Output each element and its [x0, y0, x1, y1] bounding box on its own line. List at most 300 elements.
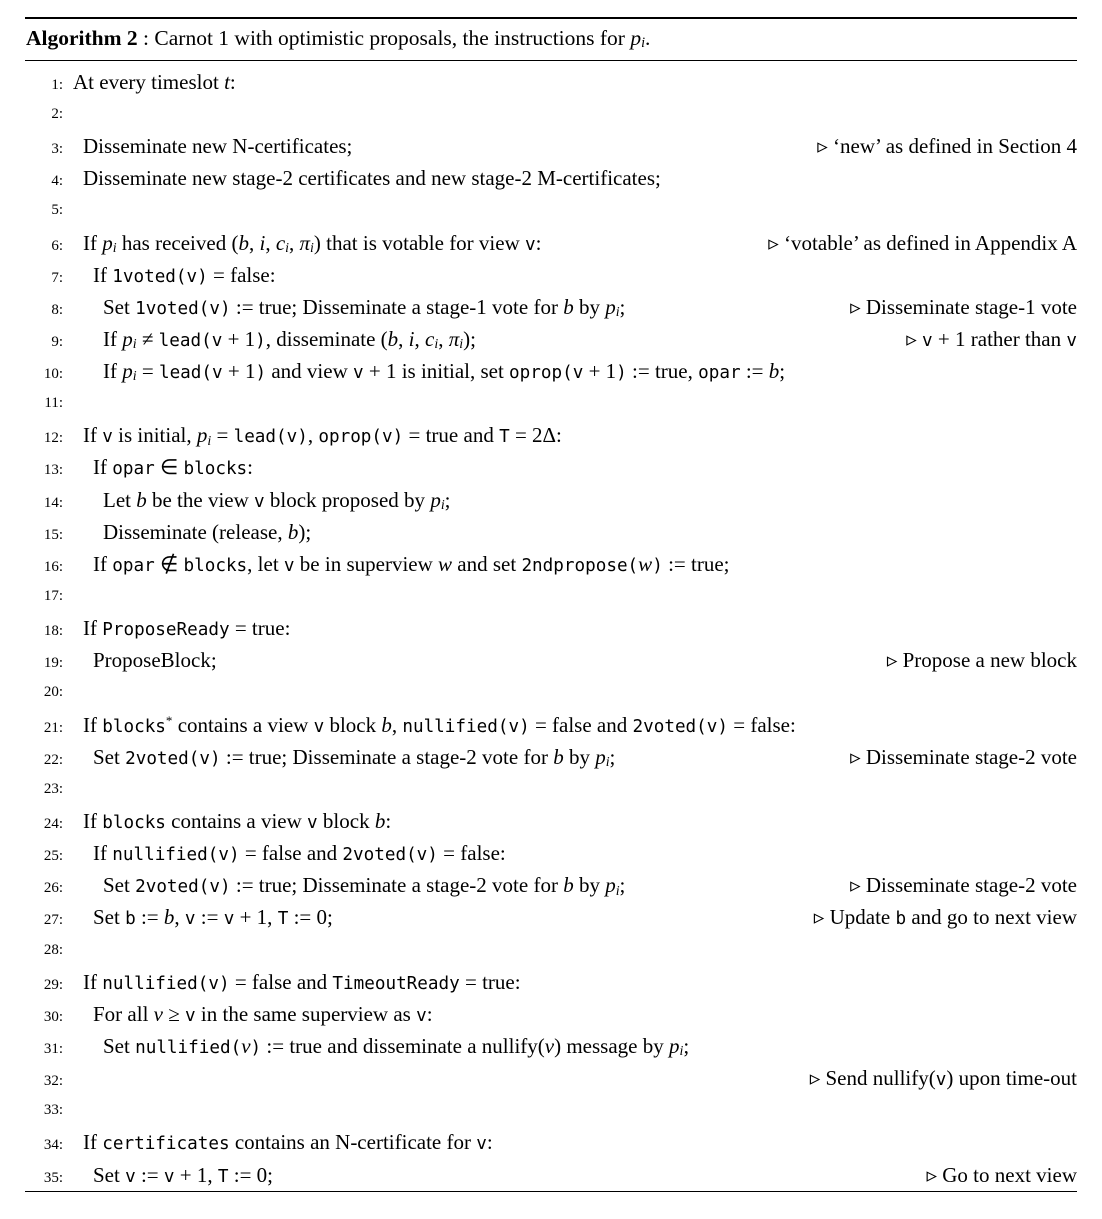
text-roman: If — [93, 455, 113, 480]
text-italic: p — [595, 744, 606, 769]
algorithm-line — [25, 1030, 1077, 1062]
text-roman: = true: — [459, 969, 521, 994]
text-roman: ; — [683, 1034, 690, 1059]
line-number: 13: — [43, 462, 63, 479]
text-monospace: v — [254, 491, 265, 512]
line-number: 27: — [43, 912, 63, 929]
text-monospace: 2voted(v) — [342, 845, 438, 866]
text-roman: + 1 is initial, set — [363, 359, 510, 384]
line-comment — [850, 291, 1077, 323]
text-monospace: nullified(v) — [402, 716, 530, 737]
text-monospace: 1voted(v) — [135, 298, 231, 319]
text-roman: If — [103, 326, 123, 351]
text-roman: At every timeslot — [73, 69, 225, 94]
text-monospace: v — [223, 909, 235, 930]
text-roman: = false and — [239, 841, 343, 866]
text-italic: i — [408, 326, 415, 351]
text-roman: ▹ Propose a new block — [886, 648, 1077, 673]
text-roman: ▹ Disseminate stage-1 vote — [850, 294, 1077, 319]
line-comment — [926, 1159, 1077, 1191]
line-number: 22: — [43, 751, 63, 768]
algorithm-line — [25, 451, 1077, 483]
text-roman: If — [83, 1130, 103, 1155]
text-roman: If — [83, 712, 103, 737]
line-number: 9: — [51, 333, 63, 350]
algorithm-line — [25, 580, 1077, 612]
text-roman: = true and — [403, 423, 500, 448]
line-code — [63, 1159, 273, 1193]
text-subscript: i — [285, 239, 289, 255]
text-roman: , — [414, 326, 426, 351]
line-code — [63, 998, 433, 1032]
text-roman: . — [645, 26, 651, 50]
algorithm-figure — [0, 17, 1102, 1192]
text-monospace: blocks — [102, 813, 166, 834]
line-code — [63, 1030, 689, 1065]
text-monospace: blocks — [183, 459, 248, 480]
text-monospace: ) — [255, 363, 267, 384]
text-italic: i — [259, 230, 266, 255]
text-monospace: ) — [652, 555, 663, 576]
text-roman: If — [83, 423, 103, 448]
line-number: 21: — [43, 719, 63, 736]
text-roman: ); — [298, 519, 312, 544]
line-code — [63, 548, 729, 582]
line-number: 24: — [43, 816, 63, 833]
line-code — [63, 451, 253, 485]
text-italic: π — [299, 230, 311, 255]
text-italic: b — [238, 230, 249, 255]
text-roman: : — [486, 1130, 493, 1155]
line-code — [63, 66, 236, 98]
text-roman: : — [247, 455, 254, 480]
text-roman: by — [573, 873, 606, 898]
text-roman: If — [93, 551, 113, 576]
text-italic: v — [544, 1034, 555, 1059]
text-italic: c — [275, 230, 286, 255]
text-roman: For all — [93, 1001, 154, 1026]
text-subscript: i — [679, 1043, 684, 1059]
text-roman: + 1 — [583, 359, 617, 384]
line-number: 15: — [43, 526, 63, 543]
text-roman: := — [740, 359, 769, 384]
algorithm-line — [25, 98, 1077, 130]
text-roman: ) message by — [554, 1034, 669, 1059]
line-comment — [906, 323, 1077, 357]
text-roman: If — [93, 841, 113, 866]
text-monospace: lead(v — [158, 363, 223, 384]
text-roman: := 0; — [288, 905, 333, 930]
algorithm-line — [25, 644, 1077, 676]
line-number: 19: — [43, 655, 63, 672]
text-roman: ; — [619, 873, 626, 898]
text-monospace: v — [476, 1134, 487, 1155]
text-roman: ∈ — [154, 455, 184, 480]
text-roman: Set — [103, 1034, 136, 1059]
text-roman: ; — [444, 487, 451, 512]
text-roman: ProposeBlock; — [93, 648, 217, 673]
text-monospace: v — [525, 234, 536, 255]
algorithm-line — [25, 419, 1077, 451]
text-roman: , — [398, 326, 409, 351]
text-subscript: i — [615, 304, 620, 320]
algorithm-line — [25, 934, 1077, 966]
text-monospace: ) — [250, 1038, 262, 1059]
text-subscript: i — [440, 496, 445, 512]
text-roman: , let — [247, 551, 284, 576]
text-roman: = 2Δ: — [509, 423, 562, 448]
algorithm-line — [25, 676, 1077, 708]
algorithm-line — [25, 1159, 1077, 1191]
text-roman: ; — [609, 744, 616, 769]
text-roman: Set — [93, 905, 126, 930]
text-monospace: oprop(v — [509, 363, 584, 384]
text-subscript: i — [641, 35, 646, 52]
text-monospace: lead(v) — [233, 427, 308, 448]
text-roman: is initial, — [112, 423, 197, 448]
text-monospace: v — [102, 427, 113, 448]
line-code — [63, 323, 476, 358]
text-roman: If — [93, 262, 113, 287]
line-code — [63, 741, 615, 776]
text-roman: be in superview — [294, 551, 439, 576]
text-roman: , disseminate ( — [265, 326, 388, 351]
line-number: 7: — [51, 269, 63, 286]
line-number: 1: — [51, 76, 63, 93]
text-roman: be the view — [146, 487, 255, 512]
text-roman: block — [317, 809, 375, 834]
text-roman: , — [438, 326, 449, 351]
text-monospace: ) — [255, 330, 266, 351]
text-roman: : Carnot 1 with optimistic proposals, the instructions for — [137, 26, 631, 50]
algorithm-line — [25, 1062, 1077, 1094]
text-roman: , — [248, 230, 260, 255]
text-monospace: b — [125, 909, 136, 930]
text-monospace: blocks — [183, 555, 248, 576]
text-roman: ▹ Send nullify( — [809, 1066, 936, 1091]
text-roman: ▹ ‘votable’ as defined in Appendix A — [768, 230, 1077, 255]
text-italic: b — [374, 809, 386, 834]
algorithm-caption — [25, 19, 1077, 60]
algorithm-line — [25, 837, 1077, 869]
line-comment — [768, 227, 1077, 259]
line-number: 23: — [43, 780, 63, 797]
text-roman: Set — [93, 744, 126, 769]
text-roman: and go to next view — [906, 905, 1077, 930]
text-roman: + 1, — [174, 1162, 218, 1187]
text-monospace: b — [895, 909, 907, 930]
line-comment — [817, 130, 1077, 162]
text-roman: by — [563, 744, 596, 769]
algorithm-line — [25, 259, 1077, 291]
text-roman: block — [324, 712, 382, 737]
line-code — [63, 227, 541, 262]
text-monospace: v — [416, 1005, 427, 1026]
text-subscript: i — [459, 336, 464, 352]
line-number: 34: — [43, 1137, 63, 1154]
line-number: 4: — [51, 173, 63, 190]
line-number: 10: — [43, 366, 63, 383]
line-number: 5: — [51, 202, 63, 219]
text-roman: , — [307, 423, 319, 448]
algorithm-line — [25, 709, 1077, 741]
text-roman: = false: — [207, 262, 276, 287]
text-monospace: v — [307, 813, 318, 834]
text-roman: ▹ — [906, 326, 923, 351]
text-roman: Set — [93, 1162, 126, 1187]
text-subscript: i — [132, 368, 137, 384]
text-monospace: v — [184, 909, 196, 930]
algorithm-line — [25, 387, 1077, 419]
text-roman: = true: — [229, 616, 291, 641]
algorithm-line — [25, 741, 1077, 773]
text-monospace: TimeoutReady — [332, 973, 460, 994]
algorithm-line — [25, 484, 1077, 516]
text-monospace: v — [163, 1166, 175, 1187]
algorithm-body — [25, 61, 1077, 1191]
text-roman: ▹ Disseminate stage-2 vote — [850, 873, 1077, 898]
text-italic: b — [163, 905, 175, 930]
line-number: 17: — [43, 588, 63, 605]
text-monospace: oprop(v) — [318, 427, 404, 448]
text-subscript: i — [605, 754, 610, 770]
text-monospace: ) — [616, 363, 627, 384]
text-roman: ) upon time-out — [946, 1066, 1077, 1091]
text-roman: := — [135, 905, 164, 930]
algorithm-line — [25, 1094, 1077, 1126]
line-comment — [887, 644, 1077, 676]
text-roman: block proposed by — [264, 487, 431, 512]
algorithm-line — [25, 612, 1077, 644]
text-italic: p — [430, 487, 441, 512]
text-roman: : — [535, 230, 542, 255]
line-number: 33: — [43, 1102, 63, 1119]
text-italic: b — [387, 326, 399, 351]
text-roman: , — [289, 230, 300, 255]
text-italic: π — [448, 326, 460, 351]
text-roman: ) that is votable for view — [313, 230, 525, 255]
line-number: 20: — [43, 684, 63, 701]
line-code — [63, 419, 562, 454]
line-code — [63, 516, 311, 548]
text-italic: b — [136, 487, 147, 512]
text-roman: , — [265, 230, 276, 255]
text-monospace: nullified(v) — [112, 845, 240, 866]
text-monospace: lead(v — [158, 330, 223, 351]
algorithm-line — [25, 901, 1077, 933]
line-number: 16: — [43, 558, 63, 575]
text-roman: ; — [619, 294, 626, 319]
text-roman: = — [211, 423, 234, 448]
text-monospace: T — [217, 1166, 229, 1187]
text-italic: w — [638, 551, 653, 576]
text-roman: Set — [103, 873, 136, 898]
text-monospace: 2ndpropose( — [521, 555, 639, 576]
line-comment — [850, 741, 1077, 773]
text-subscript: i — [615, 882, 620, 898]
line-code — [63, 291, 625, 326]
text-italic: c — [425, 326, 435, 351]
text-roman: contains a view — [172, 712, 314, 737]
text-monospace: v — [185, 1005, 196, 1026]
text-italic: b — [287, 519, 299, 544]
text-monospace: 2voted(v) — [135, 877, 231, 898]
algorithm-line — [25, 805, 1077, 837]
text-monospace: T — [277, 909, 289, 930]
text-roman: = false: — [437, 841, 506, 866]
algorithm-line — [25, 323, 1077, 355]
text-monospace: opar — [112, 459, 155, 480]
text-italic: p — [196, 423, 208, 448]
text-subscript: i — [112, 239, 117, 255]
text-monospace: 2voted(v) — [125, 748, 221, 769]
line-number: 3: — [51, 141, 63, 158]
line-code — [63, 1126, 493, 1160]
algorithm-line — [25, 966, 1077, 998]
text-roman: by — [573, 294, 606, 319]
text-roman: := — [135, 1162, 164, 1187]
text-roman: , — [391, 712, 403, 737]
line-code — [63, 805, 391, 839]
text-roman: If — [83, 616, 103, 641]
text-monospace: opar — [698, 363, 741, 384]
line-code — [63, 162, 661, 194]
text-monospace: v — [922, 330, 933, 351]
line-comment — [810, 1062, 1077, 1096]
line-number: 29: — [43, 976, 63, 993]
text-roman: := true, — [626, 359, 699, 384]
text-roman: := true; Disseminate a stage-2 vote for — [220, 744, 554, 769]
text-monospace: v — [283, 555, 295, 576]
text-subscript: i — [310, 239, 314, 255]
text-monospace: v — [313, 716, 325, 737]
text-roman: = false and — [229, 969, 333, 994]
line-number: 31: — [43, 1041, 63, 1058]
line-number: 28: — [43, 941, 63, 958]
text-italic: p — [122, 359, 133, 384]
text-bold: Algorithm 2 — [26, 26, 138, 50]
line-code — [63, 644, 217, 676]
line-code — [63, 901, 333, 935]
line-number: 8: — [51, 301, 63, 318]
text-monospace: opar — [112, 555, 155, 576]
line-number: 25: — [43, 848, 63, 865]
text-monospace: 2voted(v) — [632, 716, 729, 737]
text-roman: , — [174, 905, 185, 930]
algorithm-line — [25, 66, 1077, 98]
text-italic: b — [563, 873, 574, 898]
text-roman: Disseminate new stage-2 certificates and new stage-2 M-certificates; — [83, 166, 661, 191]
line-code — [63, 259, 276, 293]
text-roman: ≥ — [163, 1001, 186, 1026]
text-roman: + 1 — [222, 359, 256, 384]
text-roman: := true; Disseminate a stage-1 vote for — [230, 294, 564, 319]
text-roman: ∉ — [154, 551, 184, 576]
text-monospace: v — [353, 363, 364, 384]
text-italic: p — [669, 1034, 680, 1059]
text-monospace: certificates — [102, 1134, 230, 1155]
text-roman: Disseminate (release, — [103, 519, 288, 544]
text-superscript: * — [165, 713, 173, 729]
text-roman: Let — [103, 487, 137, 512]
line-comment — [814, 901, 1077, 935]
algorithm-line — [25, 773, 1077, 805]
text-roman: : — [426, 1001, 433, 1026]
text-roman: = false: — [728, 712, 796, 737]
text-monospace: T — [499, 427, 510, 448]
text-italic: w — [438, 551, 453, 576]
line-comment — [850, 869, 1077, 901]
line-number: 2: — [51, 105, 63, 122]
text-roman: + 1 rather than — [932, 326, 1067, 351]
text-italic: p — [102, 230, 113, 255]
text-roman: Set — [103, 294, 136, 319]
text-roman: ; — [779, 359, 786, 384]
line-number: 30: — [43, 1008, 63, 1025]
text-roman: has received ( — [116, 230, 239, 255]
text-monospace: v — [935, 1070, 947, 1091]
text-italic: p — [122, 326, 133, 351]
text-roman: := 0; — [228, 1162, 274, 1187]
algorithm-line — [25, 130, 1077, 162]
text-roman: := true and disseminate a nullify( — [261, 1034, 545, 1059]
text-monospace: blocks — [102, 716, 166, 737]
text-monospace: v — [125, 1166, 136, 1187]
text-roman: If — [83, 809, 103, 834]
text-roman: ▹ ‘new’ as defined in Section 4 — [817, 134, 1077, 159]
line-number: 11: — [44, 395, 63, 412]
text-roman: + 1, — [234, 905, 278, 930]
text-roman: := true; — [662, 551, 730, 576]
text-roman: ▹ Disseminate stage-2 vote — [850, 744, 1077, 769]
text-subscript: i — [132, 336, 137, 352]
line-number: 35: — [43, 1169, 63, 1186]
text-roman: If — [83, 969, 103, 994]
line-number: 32: — [43, 1073, 63, 1090]
line-number: 26: — [43, 880, 63, 897]
text-subscript: i — [207, 432, 212, 448]
text-monospace: 1voted(v) — [112, 266, 208, 287]
text-roman: ▹ Update — [813, 905, 896, 930]
line-code — [63, 709, 796, 744]
text-monospace: ProposeReady — [102, 620, 230, 641]
algorithm-line — [25, 869, 1077, 901]
line-code — [63, 484, 451, 519]
text-roman: ≠ — [136, 326, 159, 351]
algorithm-line — [25, 516, 1077, 548]
text-roman: If — [103, 359, 123, 384]
text-roman: contains an N-certificate for — [229, 1130, 477, 1155]
text-italic: p — [630, 26, 642, 50]
text-italic: t — [224, 69, 230, 94]
text-italic: p — [605, 294, 616, 319]
algorithm-line — [25, 355, 1077, 387]
text-italic: b — [563, 294, 574, 319]
line-code — [63, 130, 352, 162]
line-code — [63, 837, 506, 871]
text-roman: and set — [452, 551, 522, 576]
line-number: 18: — [43, 623, 63, 640]
text-roman: ▹ Go to next view — [926, 1162, 1077, 1187]
text-roman: := true; Disseminate a stage-2 vote for — [230, 873, 564, 898]
text-roman: and view — [266, 359, 353, 384]
line-code — [63, 355, 785, 390]
text-italic: b — [553, 744, 564, 769]
algorithm-line — [25, 291, 1077, 323]
text-italic: v — [153, 1001, 163, 1026]
text-roman: ); — [463, 326, 476, 351]
text-roman: If — [83, 230, 103, 255]
